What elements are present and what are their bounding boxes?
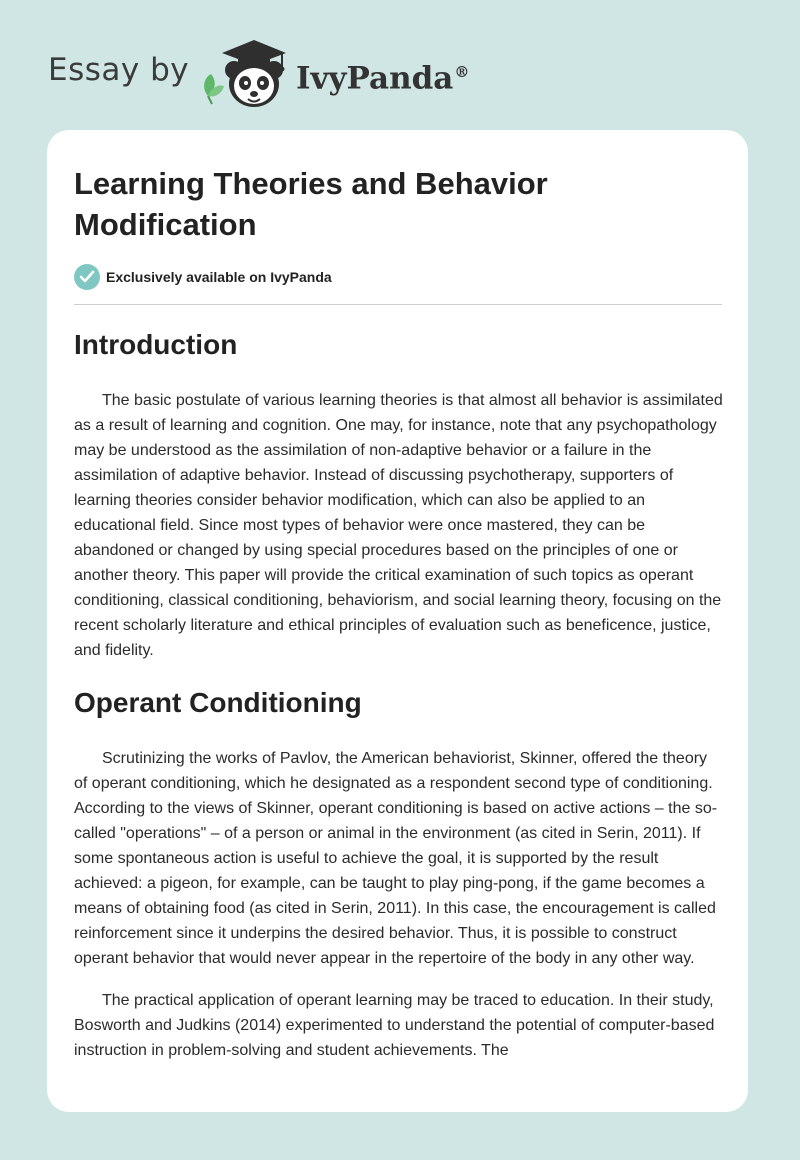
brand-prefix: Essay by [48, 52, 190, 88]
essay-card [47, 130, 748, 1112]
panda-graduate-icon[interactable] [198, 34, 290, 110]
check-icon [74, 264, 100, 290]
paragraph-operant-1: Scrutinizing the works of Pavlov, the American behaviorist, Skinner, offered the theory of operant conditioning, which he designated as a respondent second type of conditioning. According to the views of Skinner, operant conditioning is based on active actions – the so-called "operations" – of a person or animal in the environment (as cited in Serin, 2011). If some spontaneous action is useful to achieve the goal, it is supported by the result achieved: a pigeon, for example, can be taught to play ping-pong, if the game becomes a means of obtaining food (as cited in Serin, 2011). In this case, the encouragement is called reinforcement since it underpins the desired behavior. Thus, it is possible to construct operant behavior that would never appear in the repertoire of the body in any other way. [74, 750, 718, 967]
exclusive-badge [74, 263, 722, 291]
paragraph-introduction: The basic postulate of various learning theories is that almost all behavior is assimilated as a result of learning and cognition. One may, for instance, note that any psychopathology may be understood as the assimilation of non-adaptive behavior or a failure in the assimilation of adaptive behavior. Instead of discussing psychotherapy, supporters of learning theories consider behavior modification, which can also be applied to an educational field. Since most types of behavior were once mastered, they can be abandoned or changed by using special procedures based on the principles of one or another theory. This paper will provide the critical examination of such topics as operant conditioning, classical conditioning, behaviorism, and social learning theory, focusing on the recent scholarly literature and ethical principles of evaluation such as beneficence, justice, and fidelity. [74, 392, 723, 659]
divider [74, 304, 722, 305]
site-header [0, 0, 800, 130]
badge-text: Exclusively available on IvyPanda [106, 269, 332, 285]
essay-title: Learning Theories and Behavior Modification [74, 166, 548, 242]
section-heading-operant-conditioning: Operant Conditioning [74, 687, 362, 718]
brand-name[interactable]: IvyPanda® [296, 60, 470, 97]
leaf-icon [204, 74, 224, 104]
registered-mark: ® [454, 63, 470, 81]
paragraph-operant-2: The practical application of operant learning may be traced to education. In their study, Bosworth and Judkins (2014) experimented to understand the potential of computer-based instruction in problem-solving and student achievements. The [74, 992, 715, 1059]
section-heading-introduction: Introduction [74, 329, 238, 360]
